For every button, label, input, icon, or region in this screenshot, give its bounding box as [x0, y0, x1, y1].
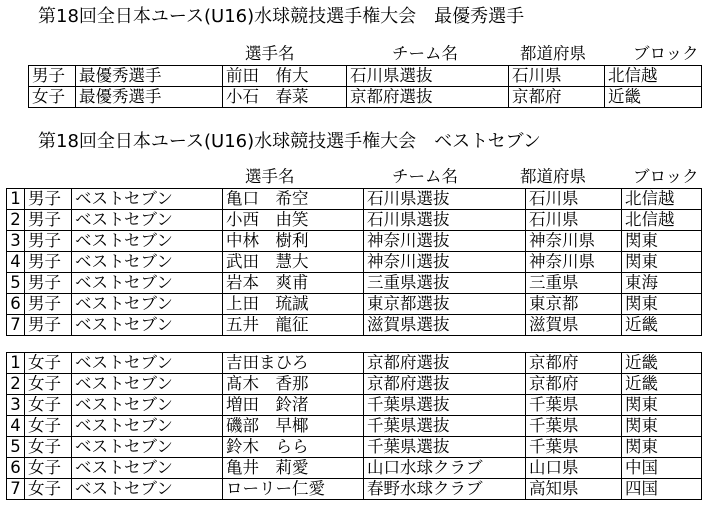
mvp-table: [28, 65, 702, 108]
spacer-cell: [203, 66, 223, 87]
team-cell: 京都府選抜: [347, 87, 509, 108]
team-cell: 三重県選抜: [364, 273, 526, 294]
team-cell: 春野水球クラブ: [364, 479, 526, 500]
gender-cell: 男子: [25, 315, 72, 336]
best7-header-block: ブロック: [633, 167, 699, 186]
mvp-header-name: 選手名: [245, 44, 295, 63]
mvp-header-prefecture: 都道府県: [520, 44, 586, 63]
player-name-cell: 小西 由笑: [223, 210, 364, 231]
gender-cell: 女子: [25, 353, 72, 374]
best7-header-prefecture: 都道府県: [520, 167, 586, 186]
block-cell: 関東: [622, 437, 702, 458]
award-cell: ベストセブン: [72, 273, 199, 294]
award-cell: ベストセブン: [72, 294, 199, 315]
best7-title: 第18回全日本ユース(U16)水球競技選手権大会 ベストセブン: [38, 131, 541, 152]
block-cell: 近畿: [622, 374, 702, 395]
block-cell: 関東: [622, 416, 702, 437]
prefecture-cell: 山口県: [526, 458, 622, 479]
block-cell: 北信越: [622, 210, 702, 231]
spacer-cell: [199, 416, 223, 437]
gender-cell: 女子: [25, 437, 72, 458]
player-name-cell: 前田 侑大: [223, 66, 347, 87]
team-cell: 石川県選抜: [347, 66, 509, 87]
table-row: [7, 273, 702, 294]
block-cell: 関東: [622, 294, 702, 315]
player-name-cell: 小石 春菜: [223, 87, 347, 108]
best7-header-name: 選手名: [245, 167, 295, 186]
block-cell: 北信越: [605, 66, 702, 87]
table-row: [7, 315, 702, 336]
gender-cell: 女子: [25, 479, 72, 500]
row-number-cell: 4: [7, 416, 25, 437]
prefecture-cell: 東京都: [526, 294, 622, 315]
prefecture-cell: 神奈川県: [526, 231, 622, 252]
row-number-cell: 6: [7, 294, 25, 315]
prefecture-cell: 京都府: [526, 353, 622, 374]
gender-cell: 女子: [25, 416, 72, 437]
gender-cell: 男子: [25, 210, 72, 231]
row-number-cell: 4: [7, 252, 25, 273]
block-cell: 関東: [622, 395, 702, 416]
row-number-cell: 3: [7, 231, 25, 252]
award-cell: ベストセブン: [72, 189, 199, 210]
mvp-title: 第18回全日本ユース(U16)水球競技選手権大会 最優秀選手: [38, 6, 525, 27]
spacer-cell: [199, 395, 223, 416]
spacer-cell: [199, 479, 223, 500]
award-cell: ベストセブン: [72, 395, 199, 416]
team-cell: 山口水球クラブ: [364, 458, 526, 479]
table-row: [7, 374, 702, 395]
spacer-cell: [199, 374, 223, 395]
table-row: [7, 231, 702, 252]
award-cell: 最優秀選手: [76, 87, 203, 108]
player-name-cell: 亀井 莉愛: [223, 458, 364, 479]
gender-cell: 男子: [25, 273, 72, 294]
table-row: [7, 353, 702, 374]
row-number-cell: 3: [7, 395, 25, 416]
prefecture-cell: 神奈川県: [526, 252, 622, 273]
prefecture-cell: 千葉県: [526, 416, 622, 437]
table-row: [29, 66, 702, 87]
spacer-cell: [199, 189, 223, 210]
team-cell: 東京都選抜: [364, 294, 526, 315]
block-cell: 中国: [622, 458, 702, 479]
player-name-cell: 上田 琉誠: [223, 294, 364, 315]
award-cell: ベストセブン: [72, 479, 199, 500]
team-cell: 京都府選抜: [364, 374, 526, 395]
table-row: [7, 395, 702, 416]
gender-cell: 女子: [25, 374, 72, 395]
award-cell: 最優秀選手: [76, 66, 203, 87]
award-cell: ベストセブン: [72, 252, 199, 273]
table-row: [7, 294, 702, 315]
block-cell: 近畿: [605, 87, 702, 108]
best7-header-team: チーム名: [392, 167, 458, 186]
player-name-cell: 亀口 希空: [223, 189, 364, 210]
team-cell: 滋賀県選抜: [364, 315, 526, 336]
award-cell: ベストセブン: [72, 315, 199, 336]
team-cell: 京都府選抜: [364, 353, 526, 374]
mvp-header-team: チーム名: [392, 44, 458, 63]
row-number-cell: 7: [7, 315, 25, 336]
player-name-cell: 中林 樹利: [223, 231, 364, 252]
gender-cell: 男子: [25, 252, 72, 273]
spacer-cell: [199, 273, 223, 294]
block-cell: 北信越: [622, 189, 702, 210]
block-cell: 東海: [622, 273, 702, 294]
table-row: [7, 189, 702, 210]
player-name-cell: ローリー仁愛: [223, 479, 364, 500]
best7-male-table: [6, 188, 702, 336]
gender-cell: 女子: [25, 395, 72, 416]
table-row: [29, 87, 702, 108]
prefecture-cell: 三重県: [526, 273, 622, 294]
row-number-cell: 7: [7, 479, 25, 500]
spacer-cell: [199, 353, 223, 374]
prefecture-cell: 京都府: [509, 87, 605, 108]
team-cell: 千葉県選抜: [364, 437, 526, 458]
team-cell: 石川県選抜: [364, 189, 526, 210]
best7-female-table: [6, 352, 702, 500]
gender-cell: 男子: [25, 294, 72, 315]
award-cell: ベストセブン: [72, 416, 199, 437]
award-cell: ベストセブン: [72, 458, 199, 479]
spacer-cell: [199, 294, 223, 315]
award-cell: ベストセブン: [72, 437, 199, 458]
team-cell: 千葉県選抜: [364, 416, 526, 437]
row-number-cell: 1: [7, 353, 25, 374]
player-name-cell: 鈴木 らら: [223, 437, 364, 458]
player-name-cell: 吉田まひろ: [223, 353, 364, 374]
prefecture-cell: 石川県: [526, 189, 622, 210]
row-number-cell: 5: [7, 437, 25, 458]
award-cell: ベストセブン: [72, 374, 199, 395]
row-number-cell: 5: [7, 273, 25, 294]
spacer-cell: [199, 210, 223, 231]
spacer-cell: [199, 437, 223, 458]
player-name-cell: 武田 慧大: [223, 252, 364, 273]
gender-cell: 男子: [25, 231, 72, 252]
spacer-cell: [203, 87, 223, 108]
team-cell: 石川県選抜: [364, 210, 526, 231]
prefecture-cell: 石川県: [509, 66, 605, 87]
row-number-cell: 6: [7, 458, 25, 479]
table-row: [7, 210, 702, 231]
spacer-cell: [199, 252, 223, 273]
spacer-cell: [199, 315, 223, 336]
player-name-cell: 髙木 香那: [223, 374, 364, 395]
block-cell: 関東: [622, 252, 702, 273]
table-row: [7, 252, 702, 273]
spacer-cell: [199, 231, 223, 252]
prefecture-cell: 滋賀県: [526, 315, 622, 336]
table-row: [7, 437, 702, 458]
team-cell: 千葉県選抜: [364, 395, 526, 416]
block-cell: 関東: [622, 231, 702, 252]
gender-cell: 女子: [25, 458, 72, 479]
award-cell: ベストセブン: [72, 353, 199, 374]
player-name-cell: 岩本 爽甫: [223, 273, 364, 294]
row-number-cell: 2: [7, 210, 25, 231]
block-cell: 四国: [622, 479, 702, 500]
player-name-cell: 五井 龍征: [223, 315, 364, 336]
table-row: [7, 458, 702, 479]
player-name-cell: 増田 鈴渚: [223, 395, 364, 416]
award-cell: ベストセブン: [72, 210, 199, 231]
table-row: [7, 416, 702, 437]
spacer-cell: [199, 458, 223, 479]
block-cell: 近畿: [622, 353, 702, 374]
player-name-cell: 磯部 早椰: [223, 416, 364, 437]
row-number-cell: 1: [7, 189, 25, 210]
team-cell: 神奈川選抜: [364, 231, 526, 252]
mvp-header-block: ブロック: [633, 44, 699, 63]
gender-cell: 女子: [29, 87, 76, 108]
prefecture-cell: 千葉県: [526, 437, 622, 458]
row-number-cell: 2: [7, 374, 25, 395]
award-cell: ベストセブン: [72, 231, 199, 252]
block-cell: 近畿: [622, 315, 702, 336]
table-row: [7, 479, 702, 500]
team-cell: 神奈川選抜: [364, 252, 526, 273]
prefecture-cell: 高知県: [526, 479, 622, 500]
prefecture-cell: 千葉県: [526, 395, 622, 416]
prefecture-cell: 京都府: [526, 374, 622, 395]
gender-cell: 男子: [29, 66, 76, 87]
gender-cell: 男子: [25, 189, 72, 210]
prefecture-cell: 石川県: [526, 210, 622, 231]
